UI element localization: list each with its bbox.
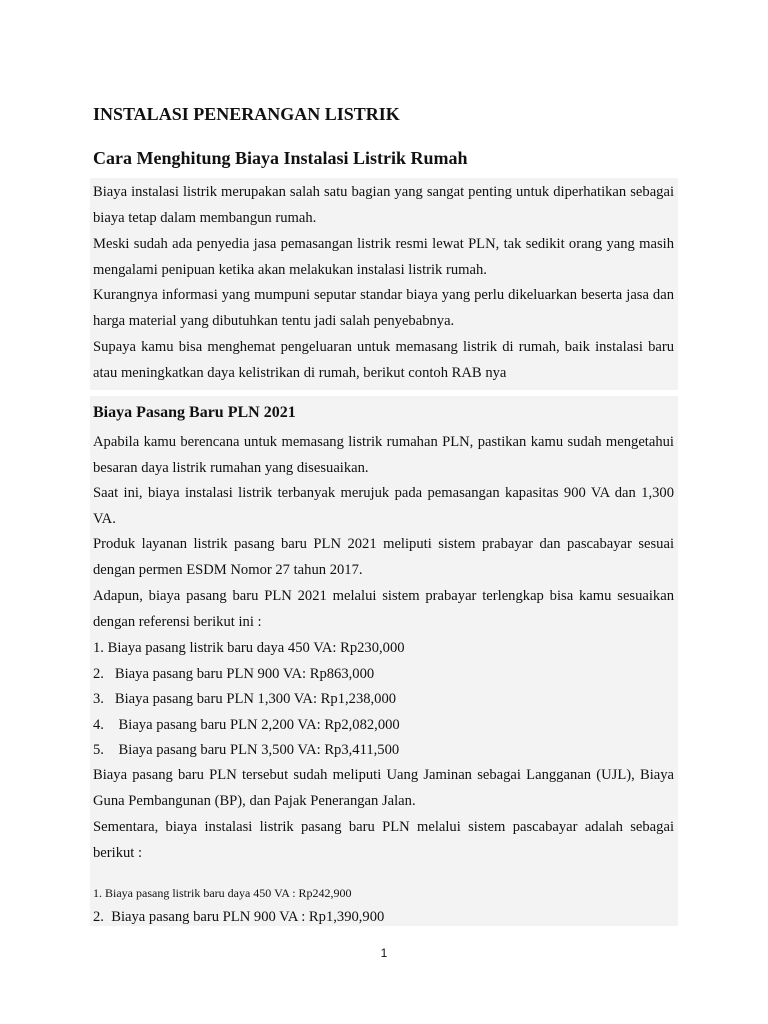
page-number: 1: [380, 946, 388, 960]
section-heading: Biaya Pasang Baru PLN 2021: [93, 404, 296, 421]
prepaid-list-item: 3. Biaya pasang baru PLN 1,300 VA: Rp1,238,000: [93, 691, 397, 707]
prepaid-list-item: 1. Biaya pasang listrik baru daya 450 VA: Rp230,000: [93, 640, 405, 656]
intro-paragraph: Biaya instalasi listrik merupakan salah satu bagian yang sangat penting untuk diperhatikan sebagai biaya tetap dalam membangun rumah.: [93, 184, 674, 226]
prepaid-list-item: 4. Biaya pasang baru PLN 2,200 VA: Rp2,082,000: [93, 717, 400, 733]
document-subtitle: Cara Menghitung Biaya Instalasi Listrik Rumah: [93, 148, 468, 168]
section-paragraph: Apabila kamu berencana untuk memasang listrik rumahan PLN, pastikan kamu sudah mengetahui besaran daya listrik rumahan yang disesuaikan.: [93, 434, 674, 476]
intro-paragraph: Kurangnya informasi yang mumpuni seputar standar biaya yang perlu dikeluarkan beserta jasa dan harga material yang dibutuhkan tentu jadi salah penyebabnya.: [93, 287, 674, 329]
postpaid-list-item: 1. Biaya pasang listrik baru daya 450 VA : Rp242,900: [93, 886, 352, 900]
note-paragraph: Biaya pasang baru PLN tersebut sudah meliputi Uang Jaminan sebagai Langganan (UJL), Biaya Guna Pembangunan (BP), dan Pajak Penerangan Jalan.: [93, 767, 674, 809]
section-paragraph: Saat ini, biaya instalasi listrik terbanyak merujuk pada pemasangan kapasitas 900 VA dan 1,300 VA.: [93, 485, 674, 527]
intro-paragraph: Meski sudah ada penyedia jasa pemasangan listrik resmi lewat PLN, tak sedikit orang yang masih mengalami penipuan ketika akan melakukan instalasi listrik rumah.: [93, 236, 674, 278]
note-paragraph: Sementara, biaya instalasi listrik pasang baru PLN melalui sistem pascabayar adalah sebagai berikut :: [93, 819, 674, 861]
section-paragraph: Produk layanan listrik pasang baru PLN 2021 meliputi sistem prabayar dan pascabayar sesuai dengan permen ESDM Nomor 27 tahun 2017.: [93, 536, 674, 578]
document-title: INSTALASI PENERANGAN LISTRIK: [93, 104, 400, 124]
postpaid-list-item: 2. Biaya pasang baru PLN 900 VA : Rp1,390,900: [93, 909, 385, 925]
intro-paragraph: Supaya kamu bisa menghemat pengeluaran untuk memasang listrik di rumah, baik instalasi baru atau meningkatkan daya kelistrikan di rumah, berikut contoh RAB nya: [93, 339, 674, 381]
section-paragraph: Adapun, biaya pasang baru PLN 2021 melalui sistem prabayar terlengkap bisa kamu sesuaikan dengan referensi berikut ini :: [93, 588, 674, 630]
prepaid-list-item: 5. Biaya pasang baru PLN 3,500 VA: Rp3,411,500: [93, 742, 400, 758]
prepaid-list-item: 2. Biaya pasang baru PLN 900 VA: Rp863,000: [93, 666, 375, 682]
